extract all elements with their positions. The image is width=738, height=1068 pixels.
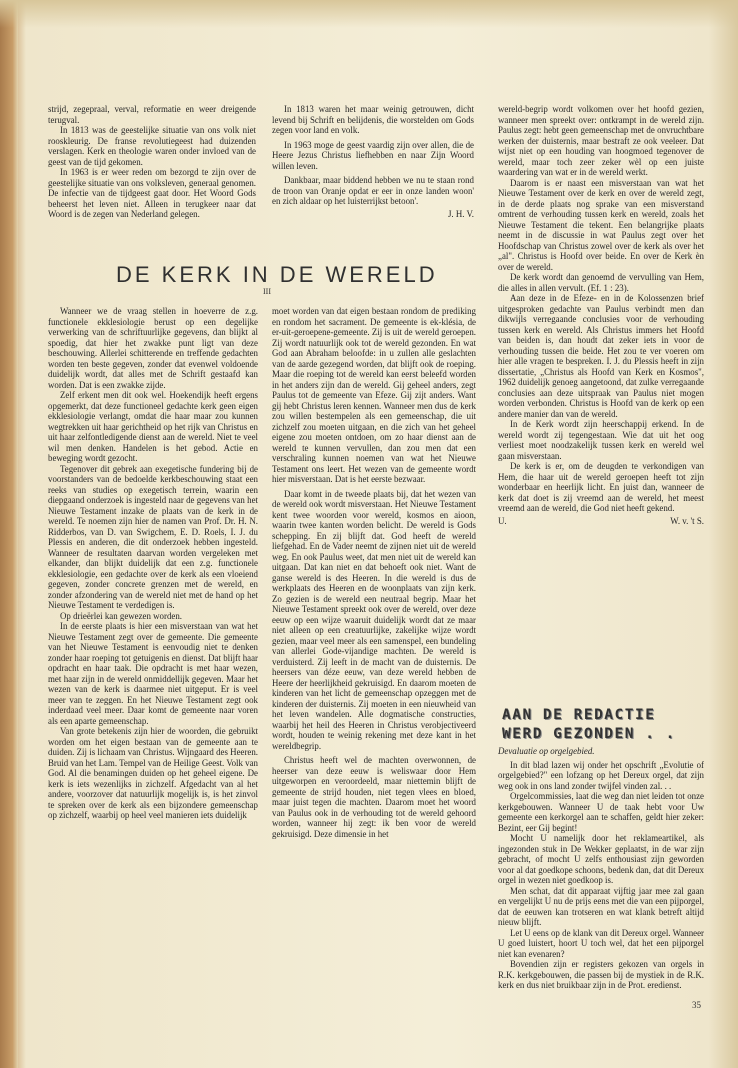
intro-col1-paragraph: In 1813 was de geestelijke situatie van ons volk niet rooskleurig. De franse revolutiegeest had duizenden verslagen. Kerk en theologie waren onder invloed van de geest van de tijd gekomen. xyxy=(48,125,256,167)
article-paragraph: Christus heeft wel de machten overwonnen, de heerser van deze eeuw is weliswaar door Hem uitgeworpen en veroordeeld, maar niettemin blijft de gemeente de strijd houden, niet tegen vlees en bloed, maar juist tegen die machten. Daarom moet het woord van Paulus ook in de verhouding tot de wereld gehoord worden, wanneer hij zegt: ik ben voor de wereld gekruisigd. Deze dimensie in het xyxy=(272,755,476,839)
article-paragraph: wereld-begrip wordt volkomen over het hoofd gezien, wanneer men spreekt over: ontkrampt in de wereld zijn. Paulus zegt: hebt geen gemeenschap met de onvruchtbare werken der duisternis, maar bestraft ze ook veeleer. Dat wijst niet op een houding van hoogmoed tegenover de wereld, maar toch zeer zeker wèl op een juiste waardering van wat er in de wereld werkt. xyxy=(498,104,704,177)
redactie-heading-line-2: WERD GEZONDEN . . xyxy=(502,726,676,742)
redactie-paragraph: Men schat, dat dit apparaat vijftig jaar mee zal gaan en vergelijkt U nu de prijs eens met die van een pijporgel, dat de eeuwen kan trotseren en wat klank betreft altijd nieuw blijft. xyxy=(498,885,704,927)
article-paragraph: Daar komt in de tweede plaats bij, dat het wezen van de wereld ook wordt misverstaan. Het Nieuwe Testament kent twee woorden voor wereld, kosmos en aioon, waarin twee kanten worden belicht. De wereld is Gods schepping. En zij blijft dat. God heeft de wereld liefgehad. En de Vader neemt de zijnen niet uit de wereld weg. En ook Paulus weet, dat men niet uit de wereld kan uitgaan. Dat kan niet en dat behoeft ook niet. Want de ganse wereld is des Heeren. In die wereld is dus de werkplaats des Heeren en de woonplaats van zijn kerk. Zo gezien is de wereld een neutraal begrip. Maar het Nieuwe Testament spreekt ook over de wereld, over deze eeuw op een wijze waaruit duidelijk wordt dat ze maar niet alleen op een creatuurlijke, zakelijke wijze wordt gezien, maar veel meer als een samenspel, een bundeling van allerlei Gode-vijandige machten. De wereld is verduisterd. Zij leeft in de macht van de duisternis. De heersers van déze eeuw, van deze wereld hebben de Heere der heerlijkheid gekruisigd. En daarom moeten de kinderen van het licht de gemeenschap opzeggen met de kinderen der duisternis. Zij moeten in een nieuwheid van het leven wandelen. Alle dogmatische constructies, waarbij het heil des Heeren in Christus verobjectiveerd wordt, houden te weinig rekening met deze kant in het wereldbegrip. xyxy=(272,488,476,751)
article-signature-left: U. xyxy=(498,515,507,526)
article-paragraph: Tegenover dit gebrek aan exegetische fundering bij de voorstanders van de bedoelde kerkbeschouwing staat een reeks van studies op exegetisch terrein, waarin een diepgaand onderzoek is ingesteld naar de gegevens van het Nieuwe Testament inzake de plaats van de kerk in de wereld. Te noemen zijn hier de namen van Prof. Dr. H. N. Ridderbos, van D. van Swigchem, E. D. Roels, I. J. du Plessis en anderen, die dit onderzoek hebben ingesteld. Wanneer de resultaten daarvan worden vergeleken met elkander, dan blijkt duidelijk dat een z.g. functionele ekklesiologie, een gedachte over de kerk als een vloeiend gegeven, zonder concrete grenzen met de wereld, en zonder afzondering van de wereld niet met de hand op het Nieuwe Testament te verdedigen is. xyxy=(48,463,258,610)
redactie-paragraph: Mocht U namelijk door het reklameartikel, als ingezonden stuk in De Wekker geplaatst, in de war zijn gebracht, of mocht U zelfs enthousiast zijn geworden voor al dat goedkope schoons, bedenk dan, dat dit Dereux orgel in wezen niet goedkoop is. xyxy=(498,833,704,885)
article-column-2 xyxy=(272,306,476,1000)
article-title: DE KERK IN DE WERELD xyxy=(116,262,438,287)
page-binding-shadow xyxy=(0,0,18,1068)
article-paragraph: Van grote betekenis zijn hier de woorden, die gebruikt worden om het eigen bestaan van de gemeente aan te duiden. Zij is lichaam van Christus. Wijngaard des Heeren. Bruid van het Lam. Tempel van de Heilige Geest. Volk van God. Al die benamingen duiden op het geheel eigene. De kerk is iets wezenlijks in zichzelf. Afgedacht van al het andere, voorzover dat natuurlijk mogelijk is, is het zinvol te spreken over de kerk als een bijzondere gemeenschap op zichzelf, waarbij op heel veel manieren iets duidelijk xyxy=(48,726,258,820)
article-paragraph: Op drieërlei kan gewezen worden. xyxy=(60,610,182,621)
intro-col2-paragraph: In 1813 waren het maar weinig getrouwen, dicht levend bij Schrift en belijdenis, die worstelden om Gods zegen voor land en volk. xyxy=(272,104,474,135)
page-top-edge xyxy=(0,0,738,28)
article-paragraph: De kerk is er, om de deugden te verkondigen van Hem, die haar uit de wereld geroepen heeft tot zijn wonderbaar en heerlijk licht. En juist dan, wanneer de kerk dat doet is zij vreemd aan de wereld, het meest vreemd aan de wereld, die God niet heeft gekend. xyxy=(498,461,704,513)
redactie-paragraph: Orgelcommissies, laat die weg dan niet leiden tot onze kerkgebouwen. Wanneer U de taak hebt voor Uw gemeente een kerkorgel aan te schaffen, geldt hier zeker: Bezint, eer Gij begint! xyxy=(498,791,704,833)
intro-signature: J. H. V. xyxy=(447,208,474,219)
article-signature-row xyxy=(498,516,704,527)
article-paragraph: Wanneer we de vraag stellen in hoeverre de z.g. functionele ekklesiologie berust op een degelijke verwerking van de schriftuurlijke gegevens, dan blijkt al spoedig, dat hier het zwakke punt ligt van deze beschouwing. Allerlei schitterende en treffende gedachten worden ten beste gegeven, zonder dat evenwel voldoende duidelijk wordt, dat alles met de Schrift gestaafd kan worden. Dat is een zwakke zijde. xyxy=(48,306,258,390)
intro-column-1 xyxy=(48,104,256,232)
article-paragraph: In de Kerk wordt zijn heerschappij erkend. In de wereld wordt zij tegengestaan. Wie dat uit het oog verliest moet noodzakelijk tussen kerk en wereld wel gaan misverstaan. xyxy=(498,419,704,461)
intro-col1-paragraph: In 1963 is er weer reden om bezorgd te zijn over de geestelijke situatie van ons volksleven, generaal genomen. De infectie van de tijdgeest gaat door. Het Woord Gods beheerst het leven niet. Alleen in terugkeer naar dat Woord is de zegen van Nederland gelegen. xyxy=(48,167,256,219)
article-paragraph: Zelf erkent men dit ook wel. Hoekendijk heeft ergens opgemerkt, dat deze functioneel gedachte kerk geen eigen ekklesiologie verlangt, omdat die haar maar zou kunnen wegtrekken uit haar gerichtheid op het rijk van Christus en uit haar zelfontledigende dienst aan de wereld. Niet te veel wil men denken. Handelen is het gebod. Actie en beweging wordt gezocht. xyxy=(48,390,258,463)
redactie-paragraph: Let U eens op de klank van dit Dereux orgel. Wanneer U goed luistert, hoort U toch wel, dat het een pijporgel niet kan evenaren? xyxy=(498,927,704,959)
article-paragraph: De kerk wordt dan genoemd de vervulling van Hem, die alles in allen vervult. (Ef. 1 : 23). xyxy=(498,272,704,293)
intro-column-2 xyxy=(272,104,474,244)
article-column-3 xyxy=(498,104,704,694)
redactie-paragraph: Bovendien zijn er registers gekozen van orgels in R.K. kerkgebouwen, die passen bij de mystiek in de R.K. kerk en dus niet bruikbaar zijn in de Prot. eredienst. xyxy=(498,959,704,990)
redactie-column xyxy=(498,746,704,1000)
article-paragraph: Daarom is er naast een misverstaan van wat het Nieuwe Testament over de kerk en over de wereld zegt, in de derde plaats nog sprake van een misverstand omtrent de verhouding tussen kerk en wereld, zoals het Nieuwe Testament die tekent. Een belangrijke plaats neemt in de discussie in wat Paulus zegt over het Hoofdschap van Christus zowel over de kerk als over het „al". Christus is Hoofd over beide. En over de Kerk èn over de wereld. xyxy=(498,177,704,272)
article-column-1 xyxy=(48,306,258,1000)
page-number: 35 xyxy=(692,1000,701,1010)
article-paragraph: Aan deze in de Efeze- en in de Kolossenzen brief uitgesproken gedachte van Paulus verbindt men dan dikwijls verregaande conclusies voor de verhouding tussen kerk en wereld. Als Christus immers het Hoofd van beiden is, dan houdt dat zeker iets in voor de verhouding tussen die beide. Het zou te ver voeren om hier alle vragen te bespreken. I. J. du Plessis heeft in zijn dissertatie, „Christus als Hoofd van Kerk en Kosmos", 1962 duidelijk genoeg aangetoond, dat zulke verregaande conclusies aan deze uitspraak van Paulus niet mogen worden verbonden. Christus is Hoofd van de kerk op een andere manier dan van de wereld. xyxy=(498,293,704,419)
redactie-heading-line-1: AAN DE REDACTIE xyxy=(502,707,656,723)
article-signature-right: W. v. 't S. xyxy=(670,515,704,526)
article-paragraph: In de eerste plaats is hier een misverstaan van wat het Nieuwe Testament zegt over de gemeente. Die gemeente van het Nieuwe Testament is eenvoudig niet te denken zonder haar roeping tot getuigenis en dienst. Dat blijft haar opdracht en haar taak. Die opdracht is met haar wezen, met haar zijn in de wereld onmiddellijk gegeven. Maar het wezen van de kerk is daarmee niet uitgeput. Er is veel meer van te zeggen. En het Nieuwe Testament zegt ook inderdaad veel meer. Daar komt de gemeente naar voren als een aparte gemeenschap. xyxy=(48,621,258,726)
article-paragraph: moet worden van dat eigen bestaan rondom de prediking en rondom het sacrament. De gemeente is ek-klésia, de er-uit-geroepene-gemeente. Zij is uit de wereld geroepen. Zij wordt natuurlijk ook tot de wereld gezonden. En wat God aan Abraham beloofde: in u zullen alle geslachten van de aarde gezegend worden, dat blijft ook de roeping. Maar die roeping tot de wereld kan eerst beleefd worden in het anders zijn dan de wereld. Gij geheel anders, zegt Paulus tot de gemeente van Efeze. Gij zijt anders. Want gij hebt Christus leren kennen. Wanneer men dus de kerk zou willen bestempelen als een gemeenschap, die uit zichzelf zou moeten uitgaan, en die zich van het geheel eigene zou moeten ontdoen, om zo haar dienst aan de wereld te kunnen vervullen, dan zou men dat een verschraling kunnen noemen van wat het Nieuwe Testament ons leert. Het wezen van de gemeente wordt hier misverstaan. Dat is het eerste bezwaar. xyxy=(272,306,476,484)
intro-col2-paragraph: In 1963 moge de geest vaardig zijn over allen, die de Heere Jezus Christus liefhebben en naar Zijn Woord willen leven. xyxy=(272,139,474,171)
redactie-heading xyxy=(502,706,702,744)
redactie-paragraph: In dit blad lazen wij onder het opschrift „Evolutie of orgelgebied?" een lofzang op het Dereux orgel, dat zijn weg ook in ons land zonder twijfel vinden zal. . . xyxy=(498,759,704,791)
redactie-subtitle: Devaluatie op orgelgebied. xyxy=(498,746,595,756)
article-part-number: III xyxy=(263,287,271,296)
intro-col1-paragraph: strijd, zegepraal, verval, reformatie en weer dreigende terugval. xyxy=(48,104,256,125)
intro-col2-paragraph: Dankbaar, maar biddend hebben we nu te staan rond de troon van Oranje opdat er eer in onze landen woon' en zich aldaar op het luisterrijkst betoon'. xyxy=(272,175,474,206)
